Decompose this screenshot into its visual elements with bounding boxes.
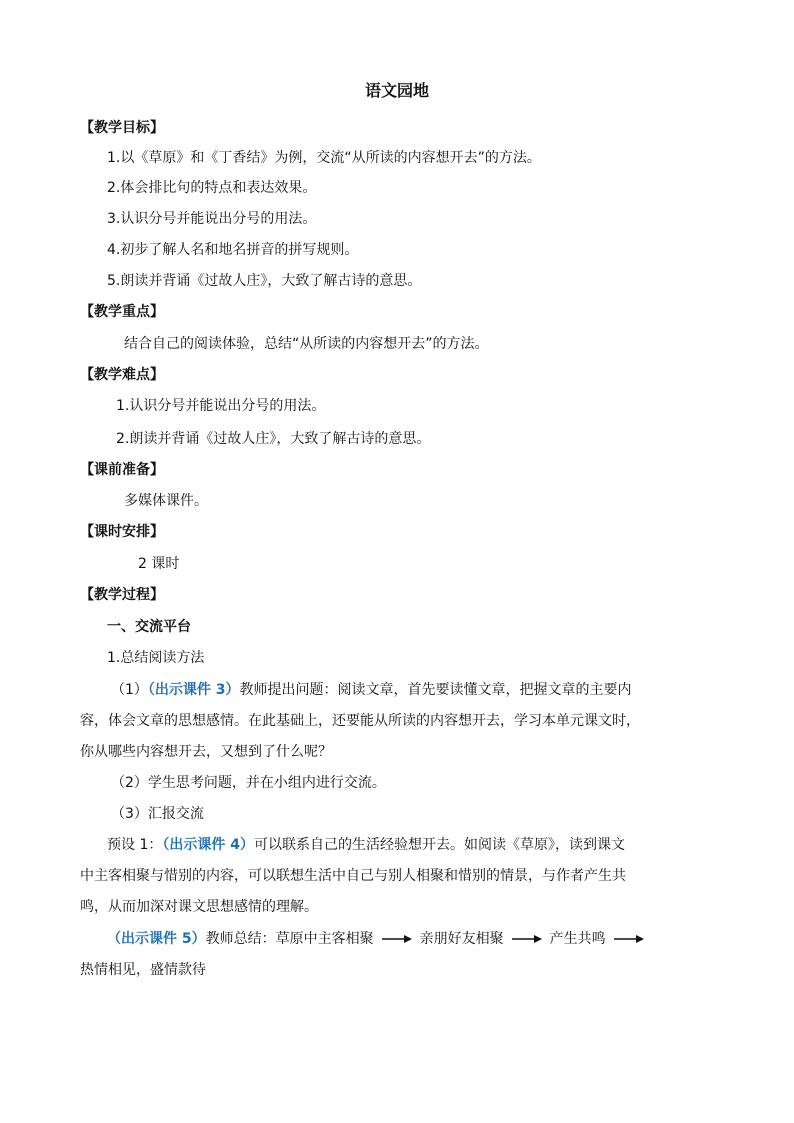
section-exchange-platform: 一、交流平台 — [107, 619, 191, 635]
goal-item-5: 5.朗读并背诵《过故人庄》，大致了解古诗的意思。 — [107, 273, 422, 289]
para-4-prefix: 预设 1： — [107, 837, 163, 853]
para-3: （3）汇报交流 — [111, 806, 204, 822]
arrow-right-icon — [512, 934, 542, 944]
para-5-text-b: 亲朋好友相聚 — [419, 931, 504, 947]
para-5-line-2: 热情相见，盛情款待 — [80, 962, 206, 978]
goals-heading: 【教学目标】 — [80, 120, 164, 136]
para-4-line-1 — [107, 835, 625, 855]
schedule-text: 2 课时 — [138, 556, 180, 572]
para-2: （2）学生思考问题，并在小组内进行交流。 — [111, 775, 386, 791]
prep-text: 多媒体课件。 — [124, 493, 208, 509]
courseware-tag-5: （出示课件 5） — [107, 931, 206, 947]
para-4-line-2: 中主客相聚与惜别的内容，可以联想生活中自己与别人相聚和惜别的情景，与作者产生共 — [80, 868, 626, 884]
process-heading: 【教学过程】 — [80, 587, 164, 603]
arrow-right-icon — [382, 934, 412, 944]
para-1-line-1 — [111, 680, 632, 700]
sub-summary-reading-method: 1.总结阅读方法 — [107, 650, 205, 666]
goal-item-2: 2.体会排比句的特点和表达效果。 — [107, 180, 317, 196]
courseware-tag-4: （出示课件 4） — [162, 837, 254, 853]
para-5-line-1 — [107, 929, 652, 949]
para-1-text: 教师提出问题：阅读文章，首先要读懂文章，把握文章的主要内 — [239, 682, 632, 698]
prep-heading: 【课前准备】 — [80, 462, 164, 478]
para-4-text: 可以联系自己的生活经验想开去。如阅读《草原》，读到课文 — [253, 837, 625, 853]
focus-heading: 【教学重点】 — [80, 304, 164, 320]
difficulty-heading: 【教学难点】 — [80, 367, 164, 383]
goal-item-1: 1.以《草原》和《丁香结》为例，交流“从所读的内容想开去”的方法。 — [107, 150, 541, 166]
goal-item-4: 4.初步了解人名和地名拼音的拼写规则。 — [107, 242, 359, 258]
para-5-text-c: 产生共鸣 — [549, 931, 606, 947]
para-1-line-2: 容，体会文章的思想感情。在此基础上，还要能从所读的内容想开去，学习本单元课文时， — [80, 713, 640, 729]
schedule-heading: 【课时安排】 — [80, 524, 164, 540]
para-4-line-3: 鸣，从而加深对课文思想感情的理解。 — [80, 899, 318, 915]
page-title: 语文园地 — [364, 81, 429, 100]
para-5-text-a: 教师总结：草原中主客相聚 — [205, 931, 374, 947]
para-1-number: （1） — [111, 682, 148, 698]
para-1-line-3: 你从哪些内容想开去，又想到了什么呢？ — [80, 744, 332, 760]
arrow-right-icon — [614, 934, 644, 944]
difficulty-item-2: 2.朗读并背诵《过故人庄》，大致了解古诗的意思。 — [116, 431, 431, 447]
difficulty-item-1: 1.认识分号并能说出分号的用法。 — [116, 398, 326, 414]
goal-item-3: 3.认识分号并能说出分号的用法。 — [107, 211, 317, 227]
focus-text: 结合自己的阅读体验，总结“从所读的内容想开去”的方法。 — [124, 336, 489, 352]
courseware-tag-3: （出示课件 3） — [147, 682, 240, 698]
